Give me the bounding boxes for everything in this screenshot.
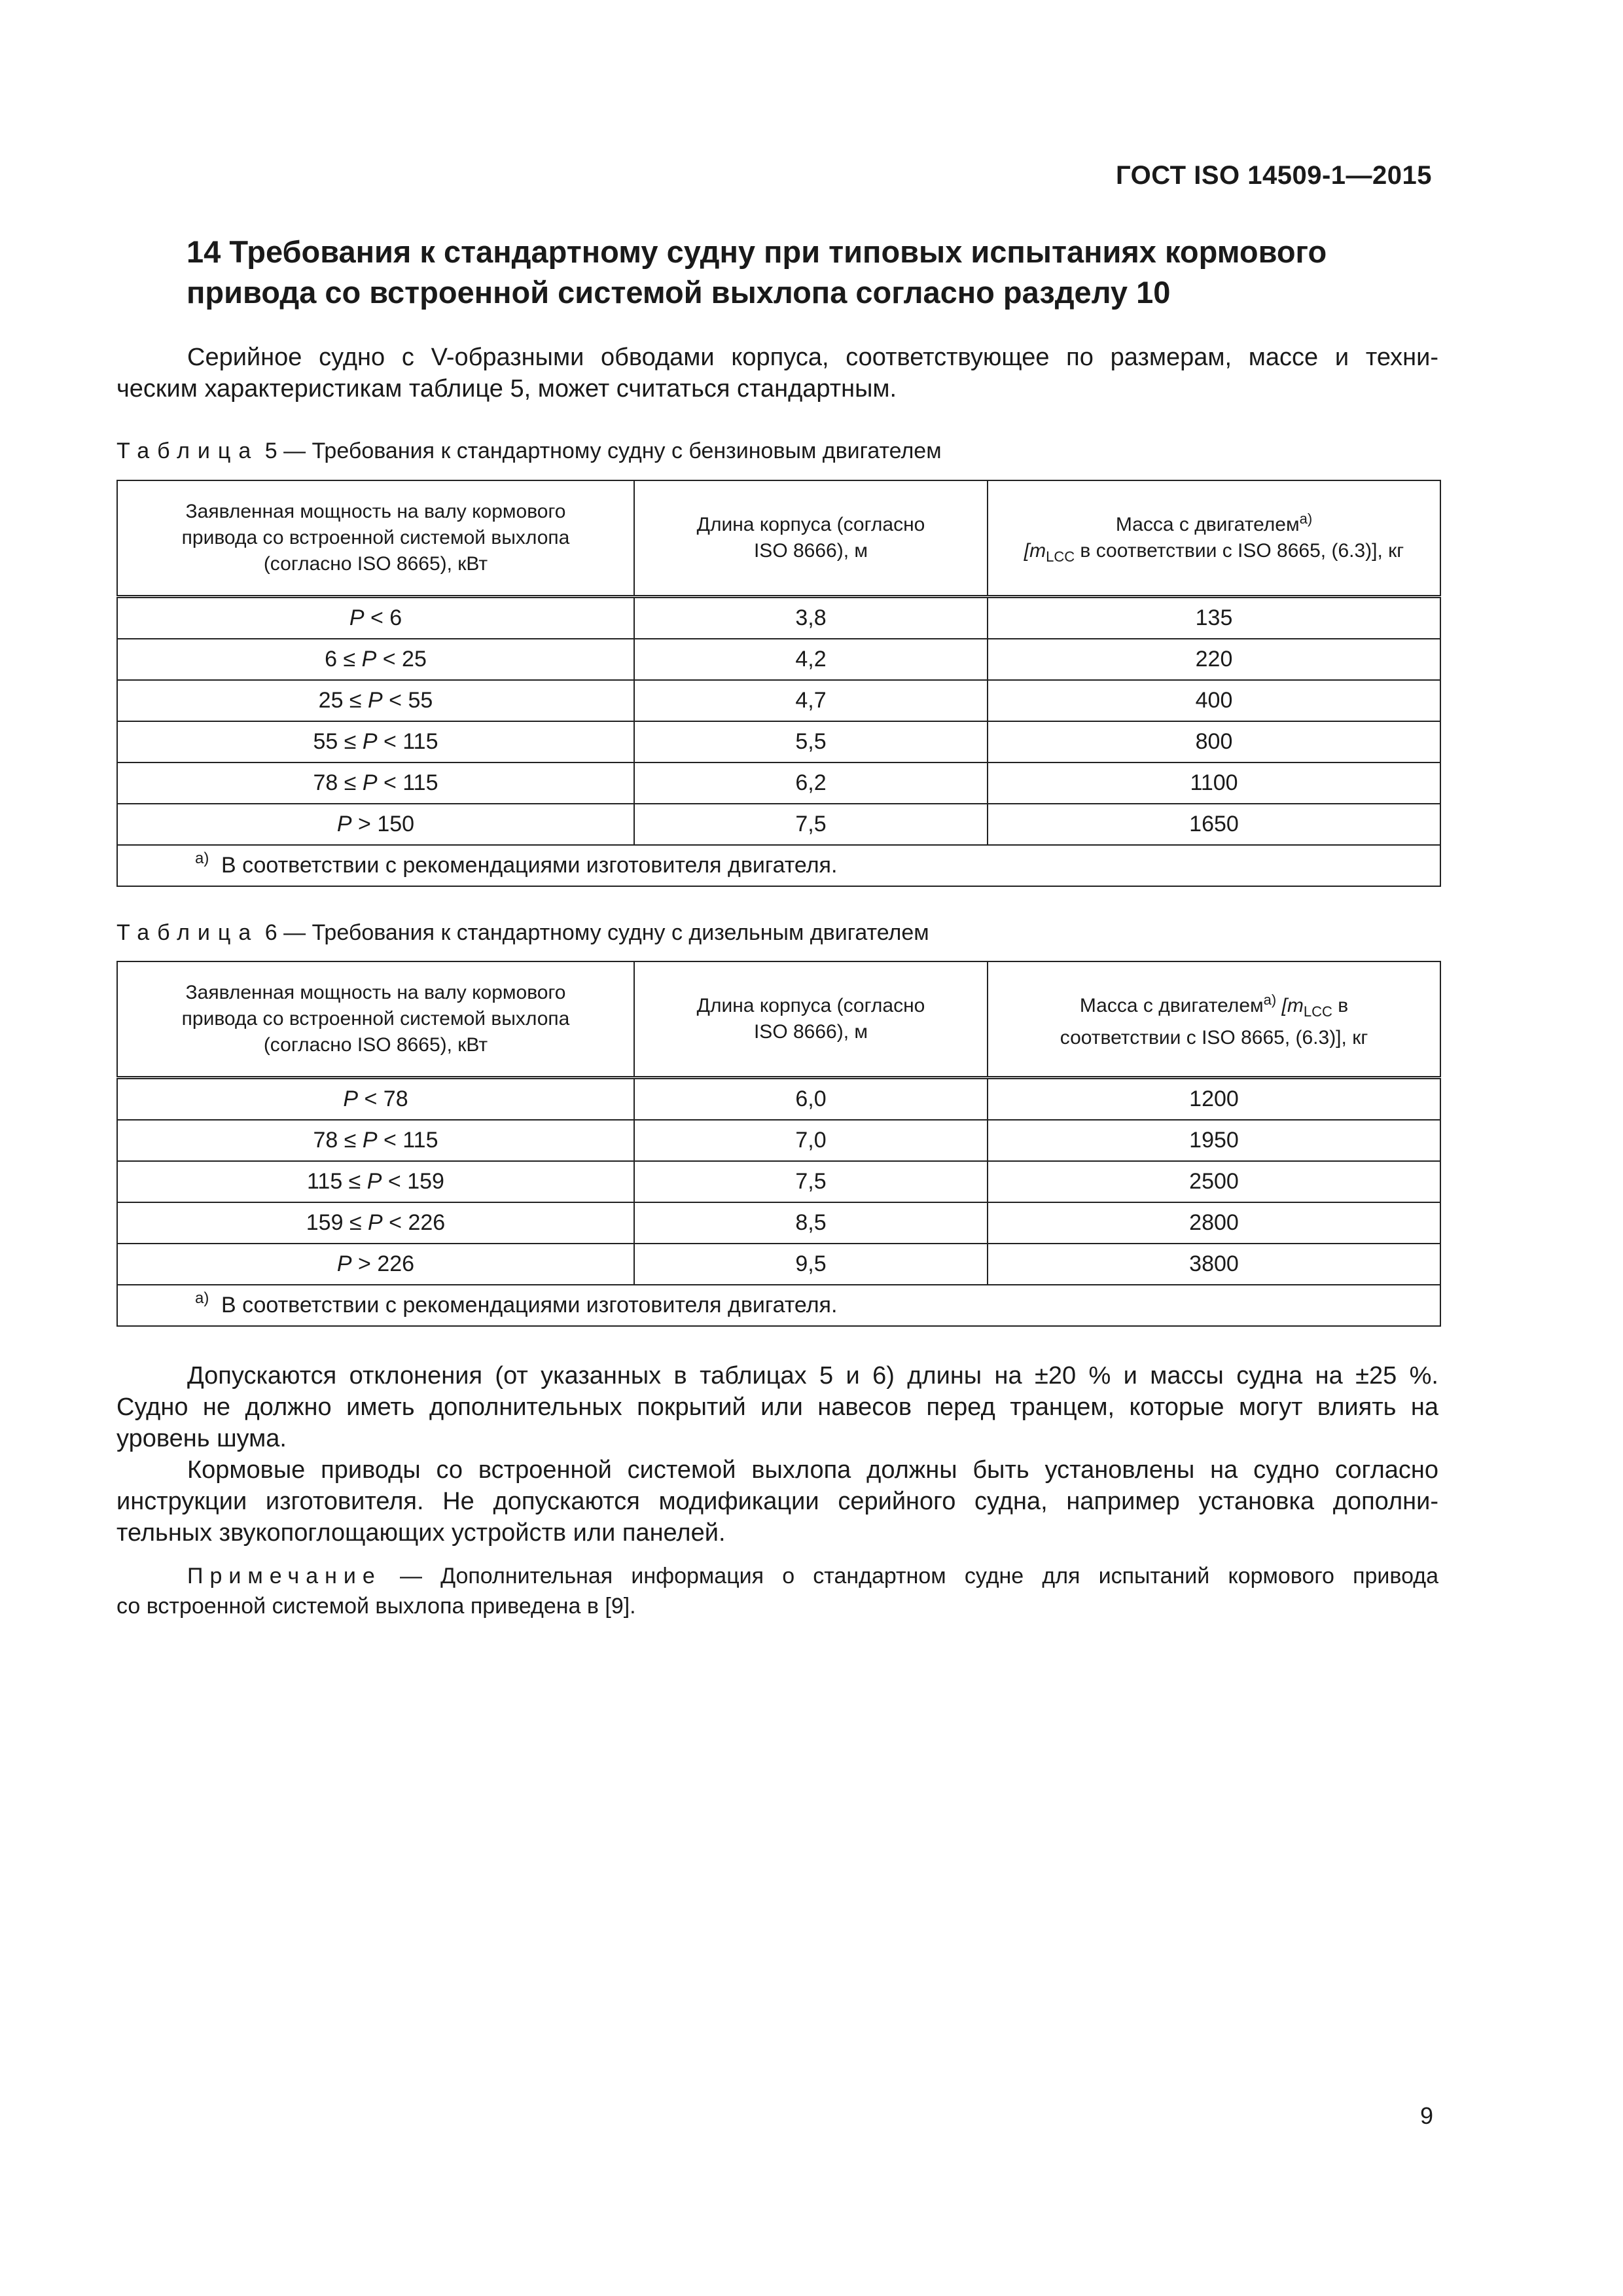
table-cell-length: 7,5	[634, 804, 988, 845]
body-p1-line-1: Допускаются отклонения (от указанных в таблицах 5 и 6) длины на ±20 % и массы судна на ±25 %.	[187, 1362, 1438, 1390]
table-cell-length: 3,8	[634, 597, 988, 639]
table-cell-length: 5,5	[634, 721, 988, 762]
table5-label: Таблица	[116, 439, 259, 463]
table5-header-length: Длина корпуса (согласно ISO 8666), м	[634, 480, 988, 597]
body-paragraph-1	[116, 1360, 1438, 1454]
table-row	[117, 639, 1440, 680]
table-cell-power: 25 ≤ P < 55	[117, 680, 634, 721]
table5-footnote: а) В соответствии с рекомендациями изготовителя двигателя.	[117, 845, 1440, 886]
table5-header-row	[117, 480, 1440, 597]
table-cell-length: 7,5	[634, 1161, 988, 1202]
table-cell-mass: 2500	[988, 1161, 1440, 1202]
table-cell-mass: 1650	[988, 804, 1440, 845]
section-title	[187, 232, 1430, 313]
note-line-1: Примечание — Дополнительная информация о стандартном судне для испытаний кормового привода	[187, 1564, 1438, 1588]
table-cell-length: 7,0	[634, 1120, 988, 1161]
table-cell-length: 4,2	[634, 639, 988, 680]
section-title-line-2: привода со встроенной системой выхлопа согласно разделу 10	[187, 275, 1171, 310]
body-paragraph-2	[116, 1454, 1438, 1549]
section-title-line-1: 14 Требования к стандартному судну при типовых испытаниях кормового	[187, 234, 1327, 269]
table-cell-length: 8,5	[634, 1202, 988, 1244]
table-row	[117, 804, 1440, 845]
table-cell-mass: 1950	[988, 1120, 1440, 1161]
table5	[116, 480, 1441, 887]
body-p2-line-3: тельных звукопоглощающих устройств или панелей.	[116, 1519, 726, 1547]
table-cell-mass: 400	[988, 680, 1440, 721]
table-row	[117, 1244, 1440, 1285]
table-cell-mass: 220	[988, 639, 1440, 680]
table-cell-length: 6,2	[634, 762, 988, 804]
table-cell-power: 6 ≤ P < 25	[117, 639, 634, 680]
table-row	[117, 1120, 1440, 1161]
table-row	[117, 762, 1440, 804]
table-cell-mass: 2800	[988, 1202, 1440, 1244]
table-cell-power: P > 150	[117, 804, 634, 845]
table6-header-mass: Масса с двигателем$^{а)}$ [$m_{LCC}$ в соответствии с ISO 8665, (6.3)], кг	[988, 961, 1440, 1078]
body-p1-line-2: Судно не должно иметь дополнительных покрытий или навесов перед транцем, которые могут влиять на	[116, 1393, 1438, 1421]
intro-line-2: ческим характеристикам таблице 5, может считаться стандартным.	[116, 375, 897, 403]
table6-caption-text: 6 — Требования к стандартному судну с дизельным двигателем	[259, 920, 929, 945]
note-line-2: со встроенной системой выхлопа приведена в [9].	[116, 1594, 636, 1619]
table-cell-power: P < 6	[117, 597, 634, 639]
table-row	[117, 680, 1440, 721]
intro-paragraph	[116, 342, 1438, 404]
note	[116, 1561, 1438, 1621]
table-cell-power: 78 ≤ P < 115	[117, 1120, 634, 1161]
table-cell-power: P < 78	[117, 1078, 634, 1121]
intro-line-1: Серийное судно с V-образными обводами корпуса, соответствующее по размерам, массе и техни-	[187, 344, 1438, 371]
table-cell-power: 115 ≤ P < 159	[117, 1161, 634, 1202]
body-p1-line-3: уровень шума.	[116, 1425, 287, 1452]
table6-label: Таблица	[116, 920, 259, 945]
table-cell-length: 6,0	[634, 1078, 988, 1121]
table5-caption	[116, 439, 942, 464]
table-row	[117, 721, 1440, 762]
table-cell-power: 159 ≤ P < 226	[117, 1202, 634, 1244]
page-number: 9	[1419, 2102, 1433, 2129]
table-cell-mass: 1100	[988, 762, 1440, 804]
document-id: ГОСТ ISO 14509-1—2015	[1116, 161, 1432, 190]
table5-header-power: Заявленная мощность на валу кормового привода со встроенной системой выхлопа (согласно ISO 8665), кВт	[117, 480, 634, 597]
table-row	[117, 1202, 1440, 1244]
table-cell-mass: 1200	[988, 1078, 1440, 1121]
table-cell-mass: 3800	[988, 1244, 1440, 1285]
table-cell-power: 78 ≤ P < 115	[117, 762, 634, 804]
table-cell-mass: 800	[988, 721, 1440, 762]
table6-header-length: Длина корпуса (согласно ISO 8666), м	[634, 961, 988, 1078]
body-p2-line-1: Кормовые приводы со встроенной системой выхлопа должны быть установлены на судно согласно	[187, 1456, 1438, 1484]
table5-footnote-row	[117, 845, 1440, 886]
table-row	[117, 1161, 1440, 1202]
table6-header-row	[117, 961, 1440, 1078]
table6-footnote-row	[117, 1285, 1440, 1326]
table-cell-power: P > 226	[117, 1244, 634, 1285]
table6-header-power: Заявленная мощность на валу кормового привода со встроенной системой выхлопа (согласно ISO 8665), кВт	[117, 961, 634, 1078]
body-p2-line-2: инструкции изготовителя. Не допускаются модификации серийного судна, например установка дополни-	[116, 1488, 1438, 1515]
table5-caption-text: 5 — Требования к стандартному судну с бензиновым двигателем	[259, 439, 942, 463]
table6-footnote: а) В соответствии с рекомендациями изготовителя двигателя.	[117, 1285, 1440, 1326]
table5-header-mass: Масса с двигателем$^{а)}$ [$m_{LCC}$ в соответствии с ISO 8665, (6.3)], кг	[988, 480, 1440, 597]
note-label: Примечание	[187, 1564, 382, 1588]
table-cell-mass: 135	[988, 597, 1440, 639]
table6-caption	[116, 920, 929, 946]
table-row	[117, 597, 1440, 639]
table6	[116, 961, 1441, 1327]
table-cell-power: 55 ≤ P < 115	[117, 721, 634, 762]
table-cell-length: 9,5	[634, 1244, 988, 1285]
table-row	[117, 1078, 1440, 1121]
table-cell-length: 4,7	[634, 680, 988, 721]
